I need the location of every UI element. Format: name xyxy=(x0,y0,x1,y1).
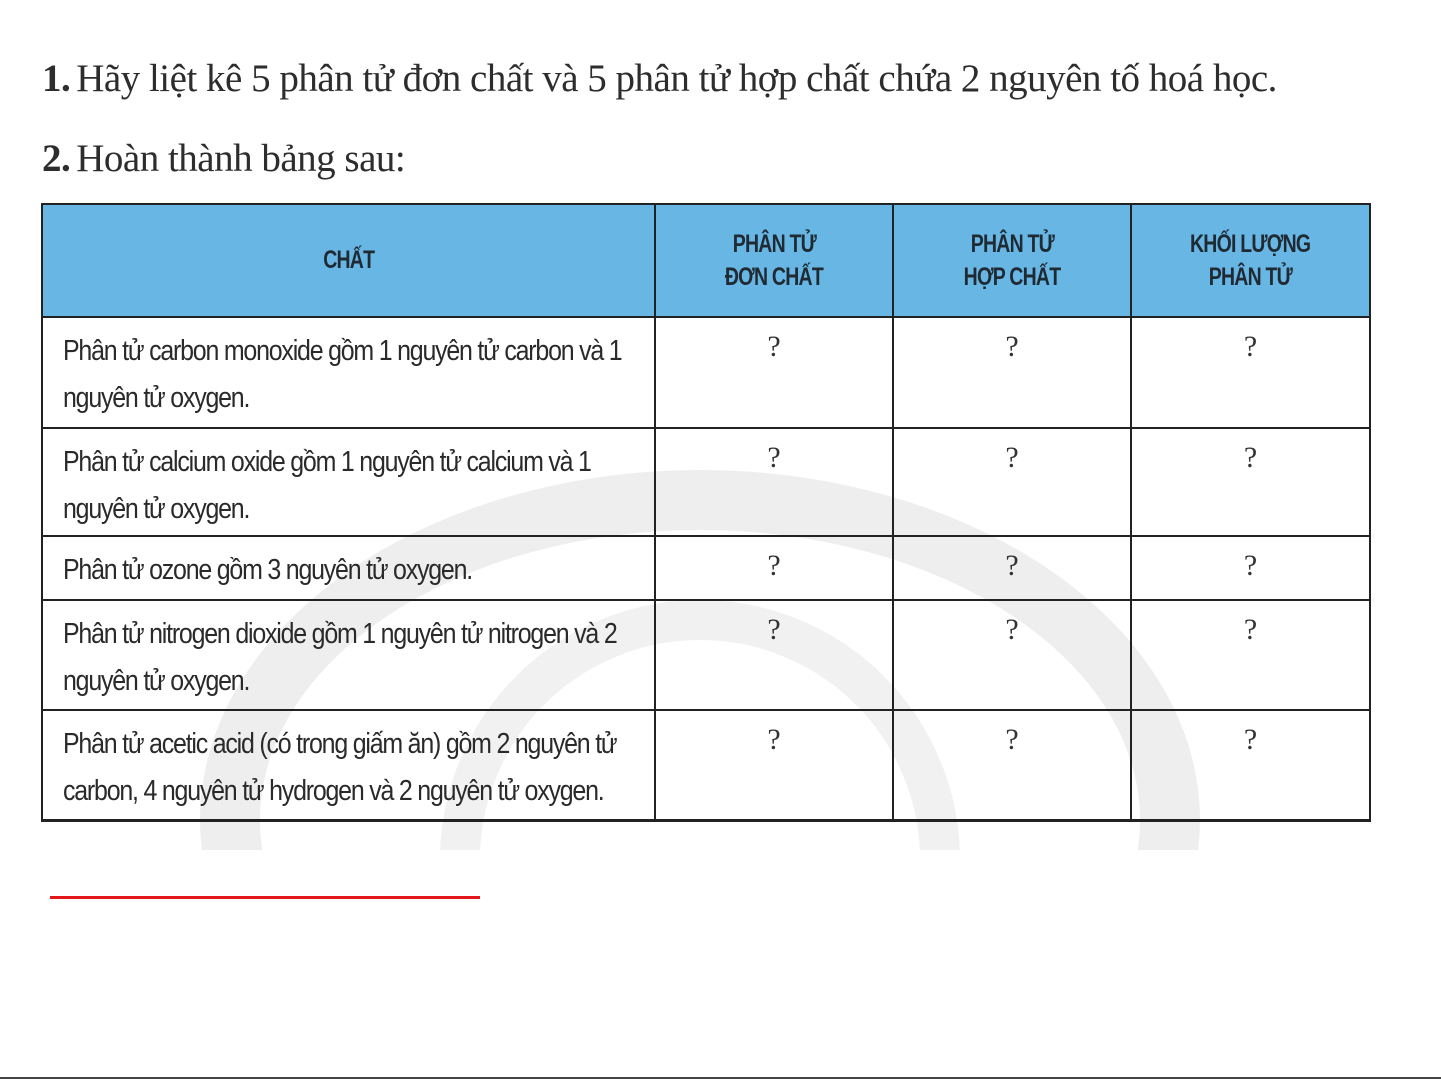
hop-chat-cell: ? xyxy=(893,428,1131,536)
hop-chat-cell: ? xyxy=(893,710,1131,820)
question-2 xyxy=(42,136,405,181)
question-1-text: Hãy liệt kê 5 phân tử đơn chất và 5 phân tử hợp chất chứa 2 nguyên tố hoá học. xyxy=(76,57,1277,100)
don-chat-cell: ? xyxy=(655,710,893,820)
substance-cell xyxy=(42,710,655,820)
table-header-row xyxy=(42,204,1370,317)
don-chat-cell: ? xyxy=(655,317,893,428)
hop-chat-cell: ? xyxy=(893,536,1131,600)
hop-chat-cell: ? xyxy=(893,317,1131,428)
substance-cell xyxy=(42,428,655,536)
don-chat-cell: ? xyxy=(655,428,893,536)
header-phan-tu-don-chat-line1: PHÂN TỬ xyxy=(732,229,816,258)
question-1 xyxy=(42,56,1277,101)
header-khoi-luong-phan-tu-line2: PHÂN TỬ xyxy=(1208,262,1293,291)
question-2-number: 2. xyxy=(42,137,71,180)
header-phan-tu-don-chat-line2: ĐƠN CHẤT xyxy=(724,262,824,291)
khoi-luong-cell: ? xyxy=(1131,428,1370,536)
substance-text: Phân tử acetic acid (có trong giấm ăn) gồm 2 nguyên tử carbon, 4 nguyên tử hydrogen và 2 nguyên tử oxygen. xyxy=(63,728,617,807)
header-phan-tu-hop-chat xyxy=(893,204,1131,317)
table-row xyxy=(42,317,1370,428)
header-khoi-luong-phan-tu xyxy=(1131,204,1370,317)
substance-text: Phân tử calcium oxide gồm 1 nguyên tử calcium và 1 nguyên tử oxygen. xyxy=(63,446,591,525)
substance-text: Phân tử nitrogen dioxide gồm 1 nguyên tử nitrogen và 2 nguyên tử oxygen. xyxy=(63,618,617,697)
exercise-table xyxy=(41,203,1371,822)
table-row xyxy=(42,536,1370,600)
question-2-text: Hoàn thành bảng sau: xyxy=(76,137,406,180)
khoi-luong-cell: ? xyxy=(1131,600,1370,710)
substance-text: Phân tử carbon monoxide gồm 1 nguyên tử carbon và 1 nguyên tử oxygen. xyxy=(63,335,622,414)
don-chat-cell: ? xyxy=(655,600,893,710)
hop-chat-cell: ? xyxy=(893,600,1131,710)
khoi-luong-cell: ? xyxy=(1131,710,1370,820)
header-chat-label: CHẤT xyxy=(322,246,375,274)
table-row xyxy=(42,428,1370,536)
header-phan-tu-hop-chat-line1: PHÂN TỬ xyxy=(970,229,1054,258)
khoi-luong-cell: ? xyxy=(1131,536,1370,600)
substance-text: Phân tử ozone gồm 3 nguyên tử oxygen. xyxy=(63,554,472,586)
header-phan-tu-hop-chat-line2: HỢP CHẤT xyxy=(963,262,1061,291)
substance-cell xyxy=(42,317,655,428)
red-underline-divider xyxy=(50,896,480,899)
header-phan-tu-don-chat xyxy=(655,204,893,317)
don-chat-cell: ? xyxy=(655,536,893,600)
table-row xyxy=(42,710,1370,820)
substance-cell xyxy=(42,600,655,710)
header-khoi-luong-phan-tu-line1: KHỐI LƯỢNG xyxy=(1190,229,1311,258)
khoi-luong-cell: ? xyxy=(1131,317,1370,428)
table-row xyxy=(42,600,1370,710)
question-1-number: 1. xyxy=(42,57,71,100)
bottom-border-line xyxy=(0,1077,1441,1079)
substance-cell xyxy=(42,536,655,600)
header-chat xyxy=(42,204,655,317)
